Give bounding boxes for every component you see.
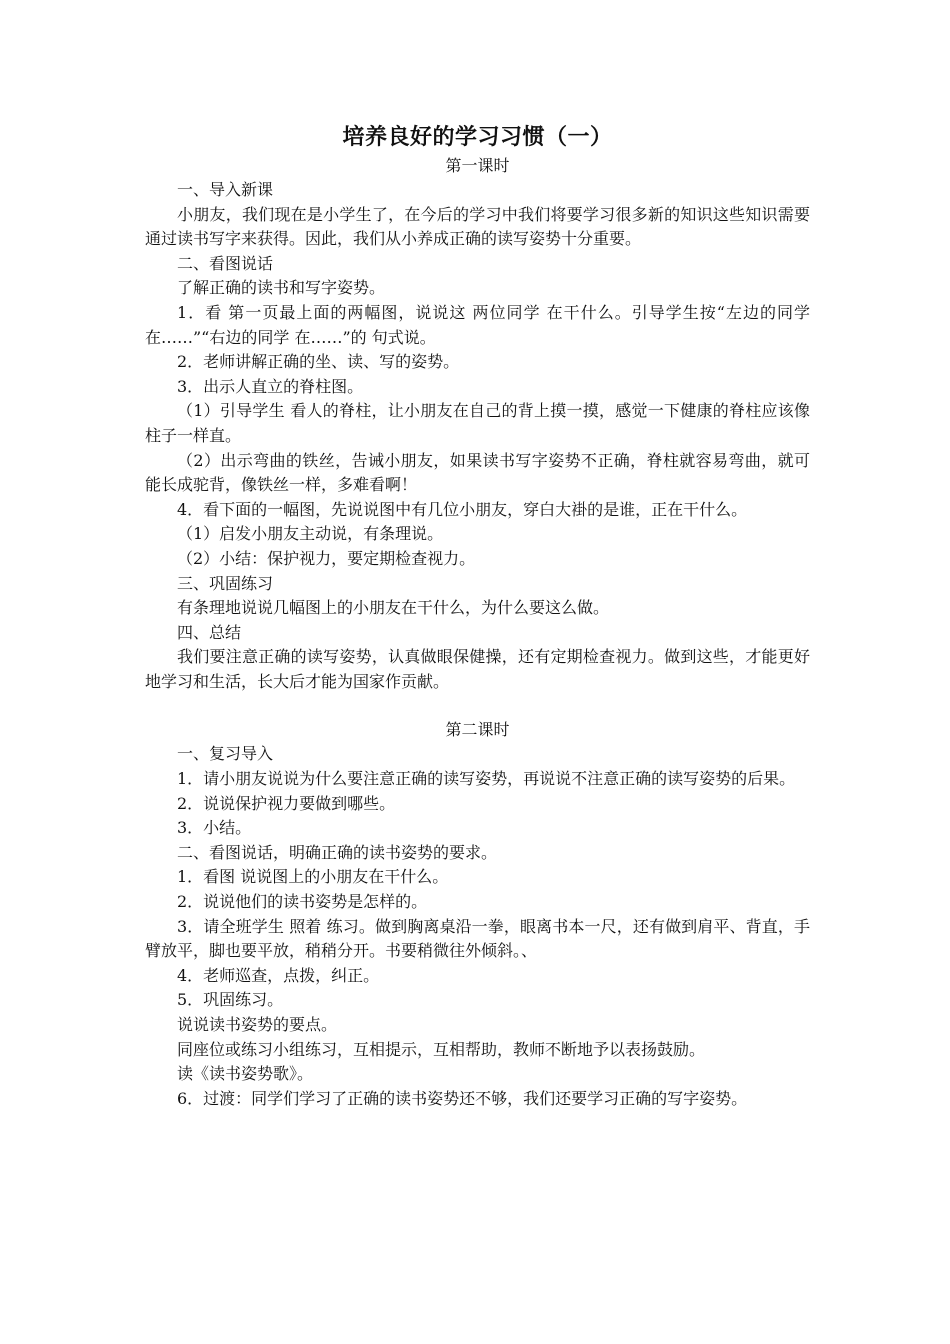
paragraph: （1）启发小朋友主动说，有条理说。 xyxy=(177,524,444,544)
paragraph: 2．说说保护视力要做到哪些。 xyxy=(177,793,396,813)
paragraph: 1．看图 说说图上的小朋友在干什么。 xyxy=(177,867,449,887)
section-spacer xyxy=(145,694,810,718)
paragraph: 5．巩固练习。 xyxy=(177,990,284,1010)
document-title: 培养良好的学习习惯（一） xyxy=(342,124,613,150)
lesson2-section xyxy=(145,742,810,1111)
paragraph: 我们要注意正确的读写姿势，认真做眼保健操，还有定期检查视力。做到这些，才能更好地学习和生活，长大后才能为国家作贡献。 xyxy=(145,647,810,691)
paragraph: （2）小结：保护视力，要定期检查视力。 xyxy=(177,548,476,568)
paragraph: 有条理地说说几幅图上的小朋友在干什么，为什么要这么做。 xyxy=(177,598,610,618)
paragraph: 二、看图说话 xyxy=(177,253,274,273)
paragraph: 1．看 第一页最上面的两幅图，说说这 两位同学 在干什么。引导学生按“左边的同学在……”“右边的同学 在……”的 句式说。 xyxy=(145,302,810,347)
paragraph: 一、导入新课 xyxy=(177,180,274,199)
paragraph: 3．小结。 xyxy=(177,818,252,838)
paragraph: （2）出示弯曲的铁丝，告诫小朋友，如果读书写字姿势不正确，脊柱就容易弯曲，就可能长成驼背，像铁丝一样，多难看啊！ xyxy=(145,450,810,495)
paragraph: 1．请小朋友说说为什么要注意正确的读写姿势，再说说不注意正确的读写姿势的后果。 xyxy=(177,769,796,789)
document-body xyxy=(145,120,810,1111)
paragraph: 同座位或练习小组练习，互相提示，互相帮助，教师不断地予以表扬鼓励。 xyxy=(177,1039,706,1059)
paragraph: 3．出示人直立的脊柱图。 xyxy=(177,376,364,396)
paragraph: 了解正确的读书和写字姿势。 xyxy=(177,278,386,298)
paragraph: 2．老师讲解正确的坐、读、写的姿势。 xyxy=(177,352,460,372)
paragraph: 4．看下面的一幅图，先说说图中有几位小朋友，穿白大褂的是谁，正在干什么。 xyxy=(177,499,748,519)
paragraph: 四、总结 xyxy=(177,622,242,642)
paragraph: 说说读书姿势的要点。 xyxy=(177,1015,338,1034)
paragraph: 小朋友，我们现在是小学生了，在今后的学习中我们将要学习很多新的知识这些知识需要通过读书写字来获得。因此，我们从小养成正确的读写姿势十分重要。 xyxy=(145,204,810,249)
paragraph: （1）引导学生 看人的脊柱，让小朋友在自己的背上摸一摸，感觉一下健康的脊柱应该像柱子一样直。 xyxy=(145,401,810,445)
paragraph: 读《读书姿势歌》。 xyxy=(177,1064,314,1084)
paragraph: 3．请全班学生 照着 练习。做到胸离桌沿一拳，眼离书本一尺，还有做到肩平、背直，手臂放平，脚也要平放，稍稍分开。书要稍微往外倾斜。、 xyxy=(145,916,810,961)
lesson2-heading: 第二课时 xyxy=(445,720,510,740)
paragraph: 三、巩固练习 xyxy=(177,573,274,593)
paragraph: 6．过渡：同学们学习了正确的读书姿势还不够，我们还要学习正确的写字姿势。 xyxy=(177,1088,748,1108)
paragraph: 4．老师巡查，点拨，纠正。 xyxy=(177,965,380,985)
paragraph: 二、看图说话，明确正确的读书姿势的要求。 xyxy=(177,842,498,862)
paragraph: 一、复习导入 xyxy=(177,744,274,764)
lesson1-heading: 第一课时 xyxy=(445,156,510,175)
lesson1-section xyxy=(145,178,810,694)
paragraph: 2．说说他们的读书姿势是怎样的。 xyxy=(177,892,428,912)
